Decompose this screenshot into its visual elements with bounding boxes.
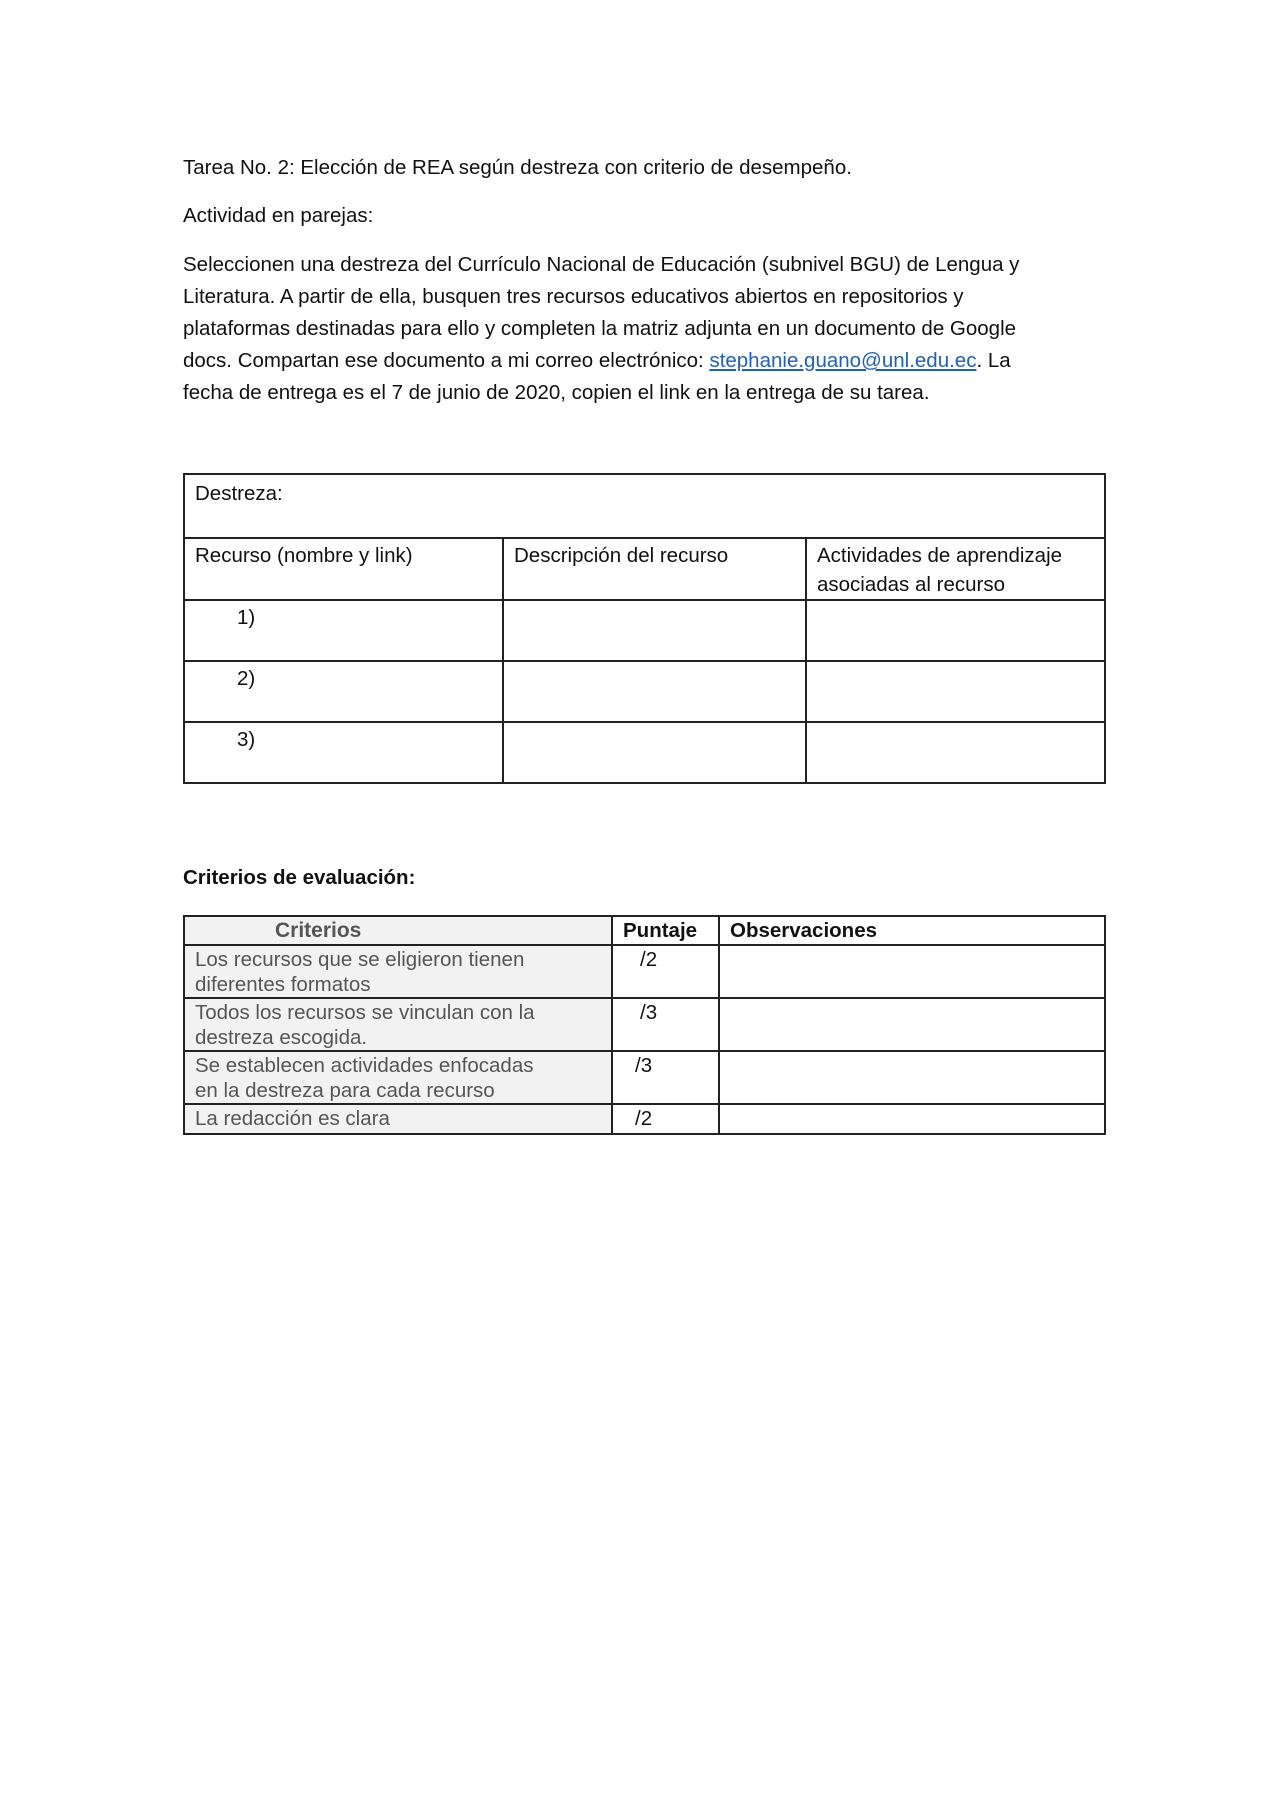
column-header: Criterios [184, 916, 612, 945]
table-row [184, 916, 1105, 945]
criterion-cell [184, 1051, 612, 1104]
table-row [184, 1104, 1105, 1134]
table-row [184, 722, 1105, 783]
email-link[interactable]: stephanie.guano@unl.edu.ec [709, 349, 977, 372]
activity-subheading: Actividad en parejas: [183, 204, 374, 227]
instructions-line: Seleccionen una destreza del Currículo Nacional de Educación (subnivel BGU) de Lengua y [183, 253, 1020, 276]
score-cell: /2 [612, 945, 719, 998]
table-row [184, 1051, 1105, 1104]
criterion-line: Todos los recursos se vinculan con la [195, 1001, 535, 1024]
table-row [184, 661, 1105, 722]
column-header [806, 538, 1105, 600]
destreza-cell [184, 474, 1105, 538]
criterion-cell [184, 1104, 612, 1134]
observations-cell [719, 998, 1105, 1051]
criterion-line: Los recursos que se eligieron tienen [195, 948, 525, 971]
resource-number: 2) [184, 661, 503, 722]
score-cell: /2 [612, 1104, 719, 1134]
criterion-cell [184, 945, 612, 998]
instructions-line: Literatura. A partir de ella, busquen tres recursos educativos abiertos en repositorios y [183, 285, 964, 308]
criterion-line: Se establecen actividades enfocadas [195, 1054, 534, 1077]
destreza-label: Destreza: [195, 482, 283, 505]
empty-cell [503, 661, 806, 722]
score-cell: /3 [612, 1051, 719, 1104]
observations-cell [719, 1104, 1105, 1134]
empty-cell [806, 661, 1105, 722]
criterion-line: diferentes formatos [195, 973, 371, 996]
instructions-line: plataformas destinadas para ello y completen la matriz adjunta en un documento de Google [183, 317, 1017, 340]
column-header-line: Actividades de aprendizaje [817, 544, 1063, 567]
resource-number: 3) [184, 722, 503, 783]
table-row [184, 600, 1105, 661]
empty-cell [503, 600, 806, 661]
task-heading: Tarea No. 2: Elección de REA según destreza con criterio de desempeño. [183, 156, 852, 179]
column-header-line: asociadas al recurso [817, 573, 1006, 596]
instructions-text: docs. Compartan ese documento a mi correo electrónico: [183, 349, 710, 372]
criterion-line: destreza escogida. [195, 1026, 368, 1049]
observations-cell [719, 945, 1105, 998]
table-row [184, 538, 1105, 600]
instructions-line: fecha de entrega es el 7 de junio de 2020, copien el link en la entrega de su tarea. [183, 381, 930, 404]
instructions-line [183, 345, 1103, 377]
criteria-title: Criterios de evaluación: [183, 866, 416, 889]
criteria-table [183, 915, 1106, 1135]
column-header: Descripción del recurso [503, 538, 806, 600]
resource-matrix-table [183, 473, 1106, 784]
resource-number: 1) [184, 600, 503, 661]
instructions-text: . La [976, 349, 1011, 372]
empty-cell [806, 722, 1105, 783]
criterion-line: en la destreza para cada recurso [195, 1079, 495, 1102]
column-header: Observaciones [719, 916, 1105, 945]
empty-cell [806, 600, 1105, 661]
empty-cell [503, 722, 806, 783]
criterion-line: La redacción es clara [195, 1107, 390, 1130]
table-row [184, 474, 1105, 538]
instructions-paragraph [183, 249, 1103, 409]
column-header: Puntaje [612, 916, 719, 945]
observations-cell [719, 1051, 1105, 1104]
column-header: Recurso (nombre y link) [184, 538, 503, 600]
table-row [184, 945, 1105, 998]
table-row [184, 998, 1105, 1051]
criterion-cell [184, 998, 612, 1051]
score-cell: /3 [612, 998, 719, 1051]
